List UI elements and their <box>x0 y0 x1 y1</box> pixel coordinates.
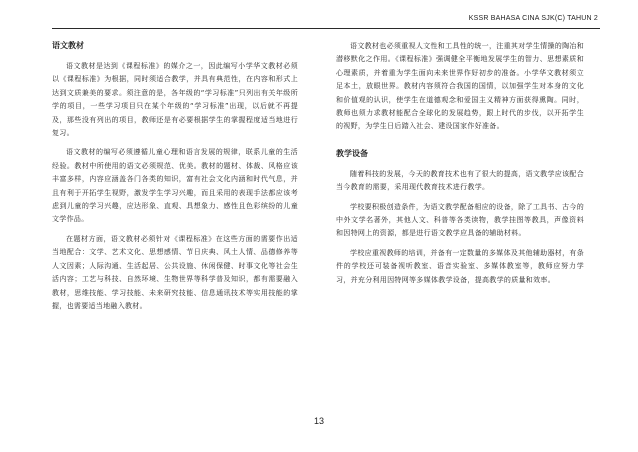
right-column <box>336 40 584 380</box>
section-heading-teaching-materials: 语文教材 <box>52 41 84 50</box>
header-rule <box>52 28 600 29</box>
paragraph: 学校应重视教师的培训，并备有一定数量的多媒体及其他辅助器材，有条件的学校还可装备视听教室、语音实验室、多媒体教室等，教师应努力学习，并充分利用因特网等多媒体教学设备，提高教学的质量和效率。 <box>336 248 584 284</box>
running-head: KSSR BAHASA CINA SJK(C) TAHUN 2 <box>468 15 598 22</box>
paragraph: 语文教材也必须重视人文性和工具性的统一，注重其对学生情操的陶冶和潜移默化之作用。《课程标准》强调健全平衡地发展学生的智力、思想素质和心理素质，并着重为学生面向未来世界作好初步的准备。小学华文教材须立足本土，放眼世界。教材内容须符合我国的国情，以加强学生对本身的文化和价值观的认识，使学生在道德观念和爱国主义精神方面获得熏陶。同时，教师也须力求教材能配合全球化的发展趋势，跟上时代的步伐，以开拓学生的视野，为学生日后踏入社会、建设国家作好准备。 <box>336 42 584 131</box>
paragraph: 语文教材的编写必须遵循儿童心理和语言发展的规律，联系儿童的生活经验。教材中所使用的语文必须规范、优美。教材的题材、体裁、风格应该丰富多样，内容应涵盖各门各类的知识，富有社会文化内涵和时代气息，并且有利于开拓学生视野，激发学生学习兴趣，而且采用的表现手法都应该考虑到儿童的学习兴趣，应达形象、直观、具想象力、感性且色彩缤纷的儿童文学作品。 <box>52 148 298 224</box>
paragraph: 随着科技的发展，今天的教育技术也有了很大的提高，语文教学应该配合当今教育的需要，采用现代教育技术进行教学。 <box>336 169 584 192</box>
paragraph: 在题材方面，语文教材必须针对《课程标准》在这些方面的需要作出适当地配合：文学、艺术文化、思想感情、节日庆典、风土人情、品德修养等人文因素；人际沟通、生活起居、公共设施、休闲保健、时事文化等社会生活内容；工艺与科技、自然环境、生物世界等科学普及知识，都有需要融入教材，思维技能、学习技能、未来研究技能、信息通讯技术等实用技能的掌握，也需要适当地融入教材。 <box>52 234 298 310</box>
left-column <box>52 40 298 380</box>
paragraph: 语文教材是达到《课程标准》的媒介之一，因此编写小学华文教材必须以《课程标准》为根据，同时须适合教学，并具有典范性，在内容和形式上达到文质兼美的要求。须注意的是，各年级的“学习标准”只列出有关年级所学的项目，一些学习项目只在某个年级的“学习标准”出现，以后就不再提及，那些没有列出的项目，教师还是有必要根据学生的掌握程度适当地进行复习。 <box>52 62 298 138</box>
paragraph: 学校要积极创造条件，为语文教学配备相应的设备，除了工具书、古今的中外文学名著外，其他人文、科普等各类读物，教学挂图等教具，声像资料和因特网上的资源，都是进行语文教学应具备的辅助材料。 <box>336 202 584 238</box>
section-heading-teaching-equipment: 教学设备 <box>336 148 368 158</box>
page-number: 13 <box>313 416 324 426</box>
